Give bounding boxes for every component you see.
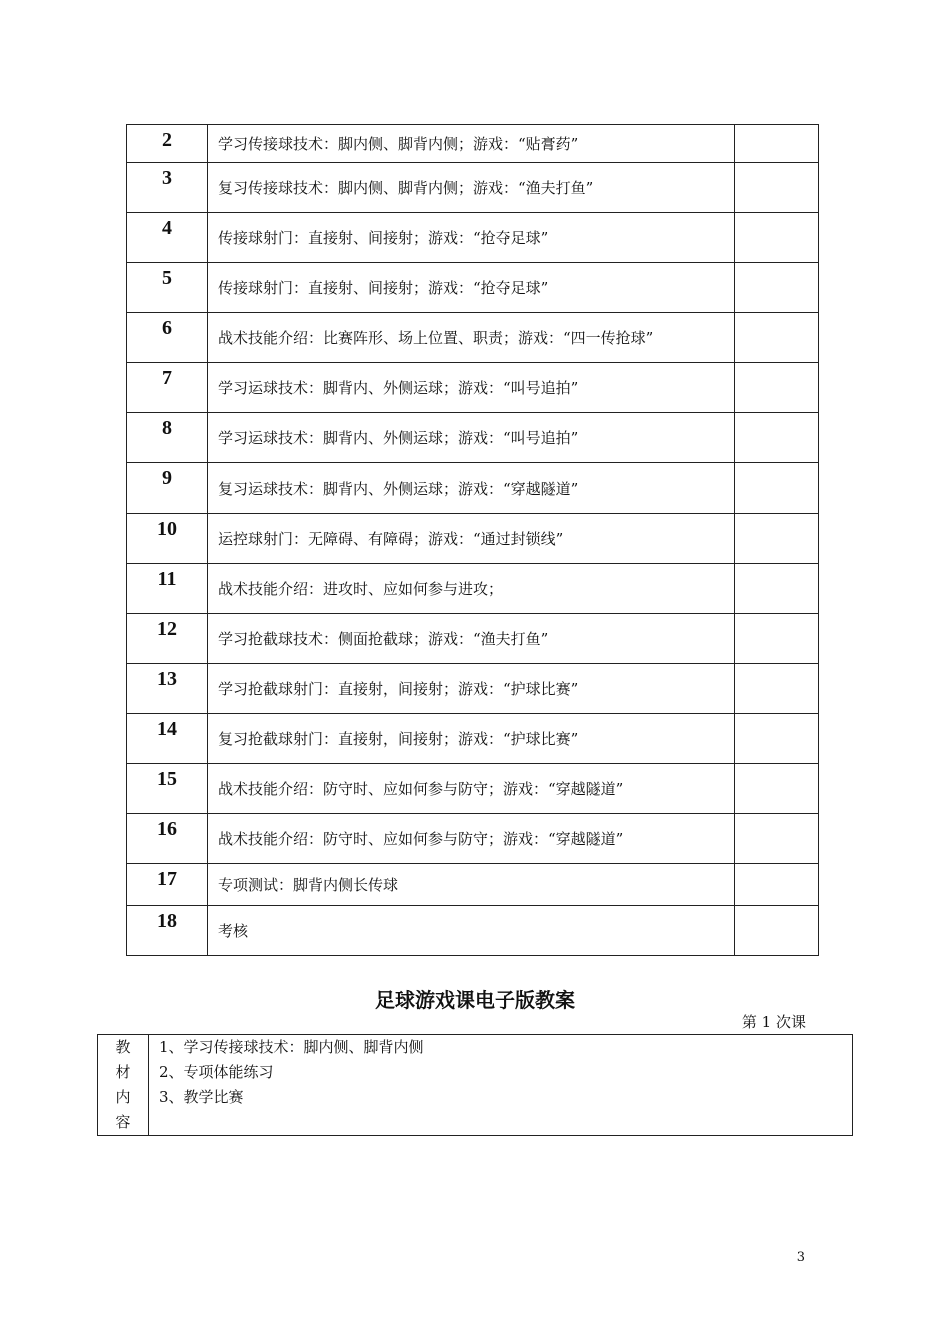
session-number: 7 xyxy=(127,363,208,413)
schedule-row xyxy=(127,864,819,906)
session-remark xyxy=(735,363,819,413)
session-number: 17 xyxy=(127,864,208,906)
schedule-row xyxy=(127,263,819,313)
session-remark xyxy=(735,514,819,564)
schedule-row xyxy=(127,125,819,163)
lesson-content-row xyxy=(98,1035,853,1136)
schedule-row xyxy=(127,213,819,263)
session-number: 13 xyxy=(127,664,208,714)
session-content: 专项测试：脚背内侧长传球 xyxy=(208,864,735,906)
session-content: 战术技能介绍：进攻时、应如何参与进攻； xyxy=(208,564,735,614)
schedule-row xyxy=(127,163,819,213)
schedule-row xyxy=(127,764,819,814)
schedule-table xyxy=(126,124,819,956)
session-remark xyxy=(735,313,819,363)
session-number: 16 xyxy=(127,814,208,864)
teaching-material-label xyxy=(98,1035,149,1136)
lesson-content-table xyxy=(97,1034,853,1136)
session-remark xyxy=(735,413,819,463)
session-remark xyxy=(735,614,819,664)
session-content: 学习传接球技术：脚内侧、脚背内侧；游戏：“贴膏药” xyxy=(208,125,735,163)
material-item: 2、专项体能练习 xyxy=(159,1063,274,1081)
session-number: 8 xyxy=(127,413,208,463)
lesson-plan-title: 足球游戏课电子版教案 xyxy=(375,988,575,1012)
session-content: 传接球射门：直接射、间接射；游戏：“抢夺足球” xyxy=(208,213,735,263)
session-content: 学习抢截球技术：侧面抢截球；游戏：“渔夫打鱼” xyxy=(208,614,735,664)
session-content: 学习抢截球射门：直接射，间接射；游戏：“护球比赛” xyxy=(208,664,735,714)
material-item: 1、学习传接球技术：脚内侧、脚背内侧 xyxy=(159,1038,424,1056)
schedule-row xyxy=(127,714,819,764)
schedule-row xyxy=(127,463,819,514)
session-content: 传接球射门：直接射、间接射；游戏：“抢夺足球” xyxy=(208,263,735,313)
material-item: 3、教学比赛 xyxy=(159,1088,244,1106)
label-char: 教 xyxy=(115,1038,131,1056)
session-remark xyxy=(735,664,819,714)
session-content: 学习运球技术：脚背内、外侧运球；游戏：“叫号追拍” xyxy=(208,363,735,413)
session-number: 18 xyxy=(127,906,208,956)
session-remark xyxy=(735,814,819,864)
session-remark xyxy=(735,125,819,163)
schedule-row xyxy=(127,514,819,564)
schedule-row xyxy=(127,814,819,864)
session-remark xyxy=(735,864,819,906)
session-remark xyxy=(735,564,819,614)
session-number: 11 xyxy=(127,564,208,614)
schedule-row xyxy=(127,614,819,664)
label-char: 容 xyxy=(115,1113,131,1131)
session-remark xyxy=(735,163,819,213)
session-content: 战术技能介绍：防守时、应如何参与防守；游戏：“穿越隧道” xyxy=(208,764,735,814)
session-number: 9 xyxy=(127,463,208,514)
session-remark xyxy=(735,714,819,764)
label-char: 材 xyxy=(115,1063,131,1081)
session-remark xyxy=(735,906,819,956)
session-number: 3 xyxy=(127,163,208,213)
page-number: 3 xyxy=(796,1250,805,1265)
session-number: 10 xyxy=(127,514,208,564)
session-remark xyxy=(735,263,819,313)
schedule-row xyxy=(127,313,819,363)
session-content: 学习运球技术：脚背内、外侧运球；游戏：“叫号追拍” xyxy=(208,413,735,463)
session-content: 战术技能介绍：比赛阵形、场上位置、职责；游戏：“四一传抢球” xyxy=(208,313,735,363)
session-remark xyxy=(735,463,819,514)
schedule-row xyxy=(127,564,819,614)
session-content: 战术技能介绍：防守时、应如何参与防守；游戏：“穿越隧道” xyxy=(208,814,735,864)
session-content: 复习抢截球射门：直接射，间接射；游戏：“护球比赛” xyxy=(208,714,735,764)
session-content: 运控球射门：无障碍、有障碍；游戏：“通过封锁线” xyxy=(208,514,735,564)
session-number: 4 xyxy=(127,213,208,263)
session-remark xyxy=(735,213,819,263)
schedule-row xyxy=(127,363,819,413)
session-number: 2 xyxy=(127,125,208,163)
schedule-row xyxy=(127,906,819,956)
schedule-row xyxy=(127,413,819,463)
label-char: 内 xyxy=(115,1088,131,1106)
session-number: 15 xyxy=(127,764,208,814)
session-content: 复习运球技术：脚背内、外侧运球；游戏：“穿越隧道” xyxy=(208,463,735,514)
schedule-row xyxy=(127,664,819,714)
session-number: 6 xyxy=(127,313,208,363)
session-remark xyxy=(735,764,819,814)
session-content: 复习传接球技术：脚内侧、脚背内侧；游戏：“渔夫打鱼” xyxy=(208,163,735,213)
session-number: 14 xyxy=(127,714,208,764)
session-number: 12 xyxy=(127,614,208,664)
teaching-material-items xyxy=(149,1035,853,1136)
lesson-number: 第 1 次课 xyxy=(741,1013,806,1031)
session-content: 考核 xyxy=(208,906,735,956)
session-number: 5 xyxy=(127,263,208,313)
